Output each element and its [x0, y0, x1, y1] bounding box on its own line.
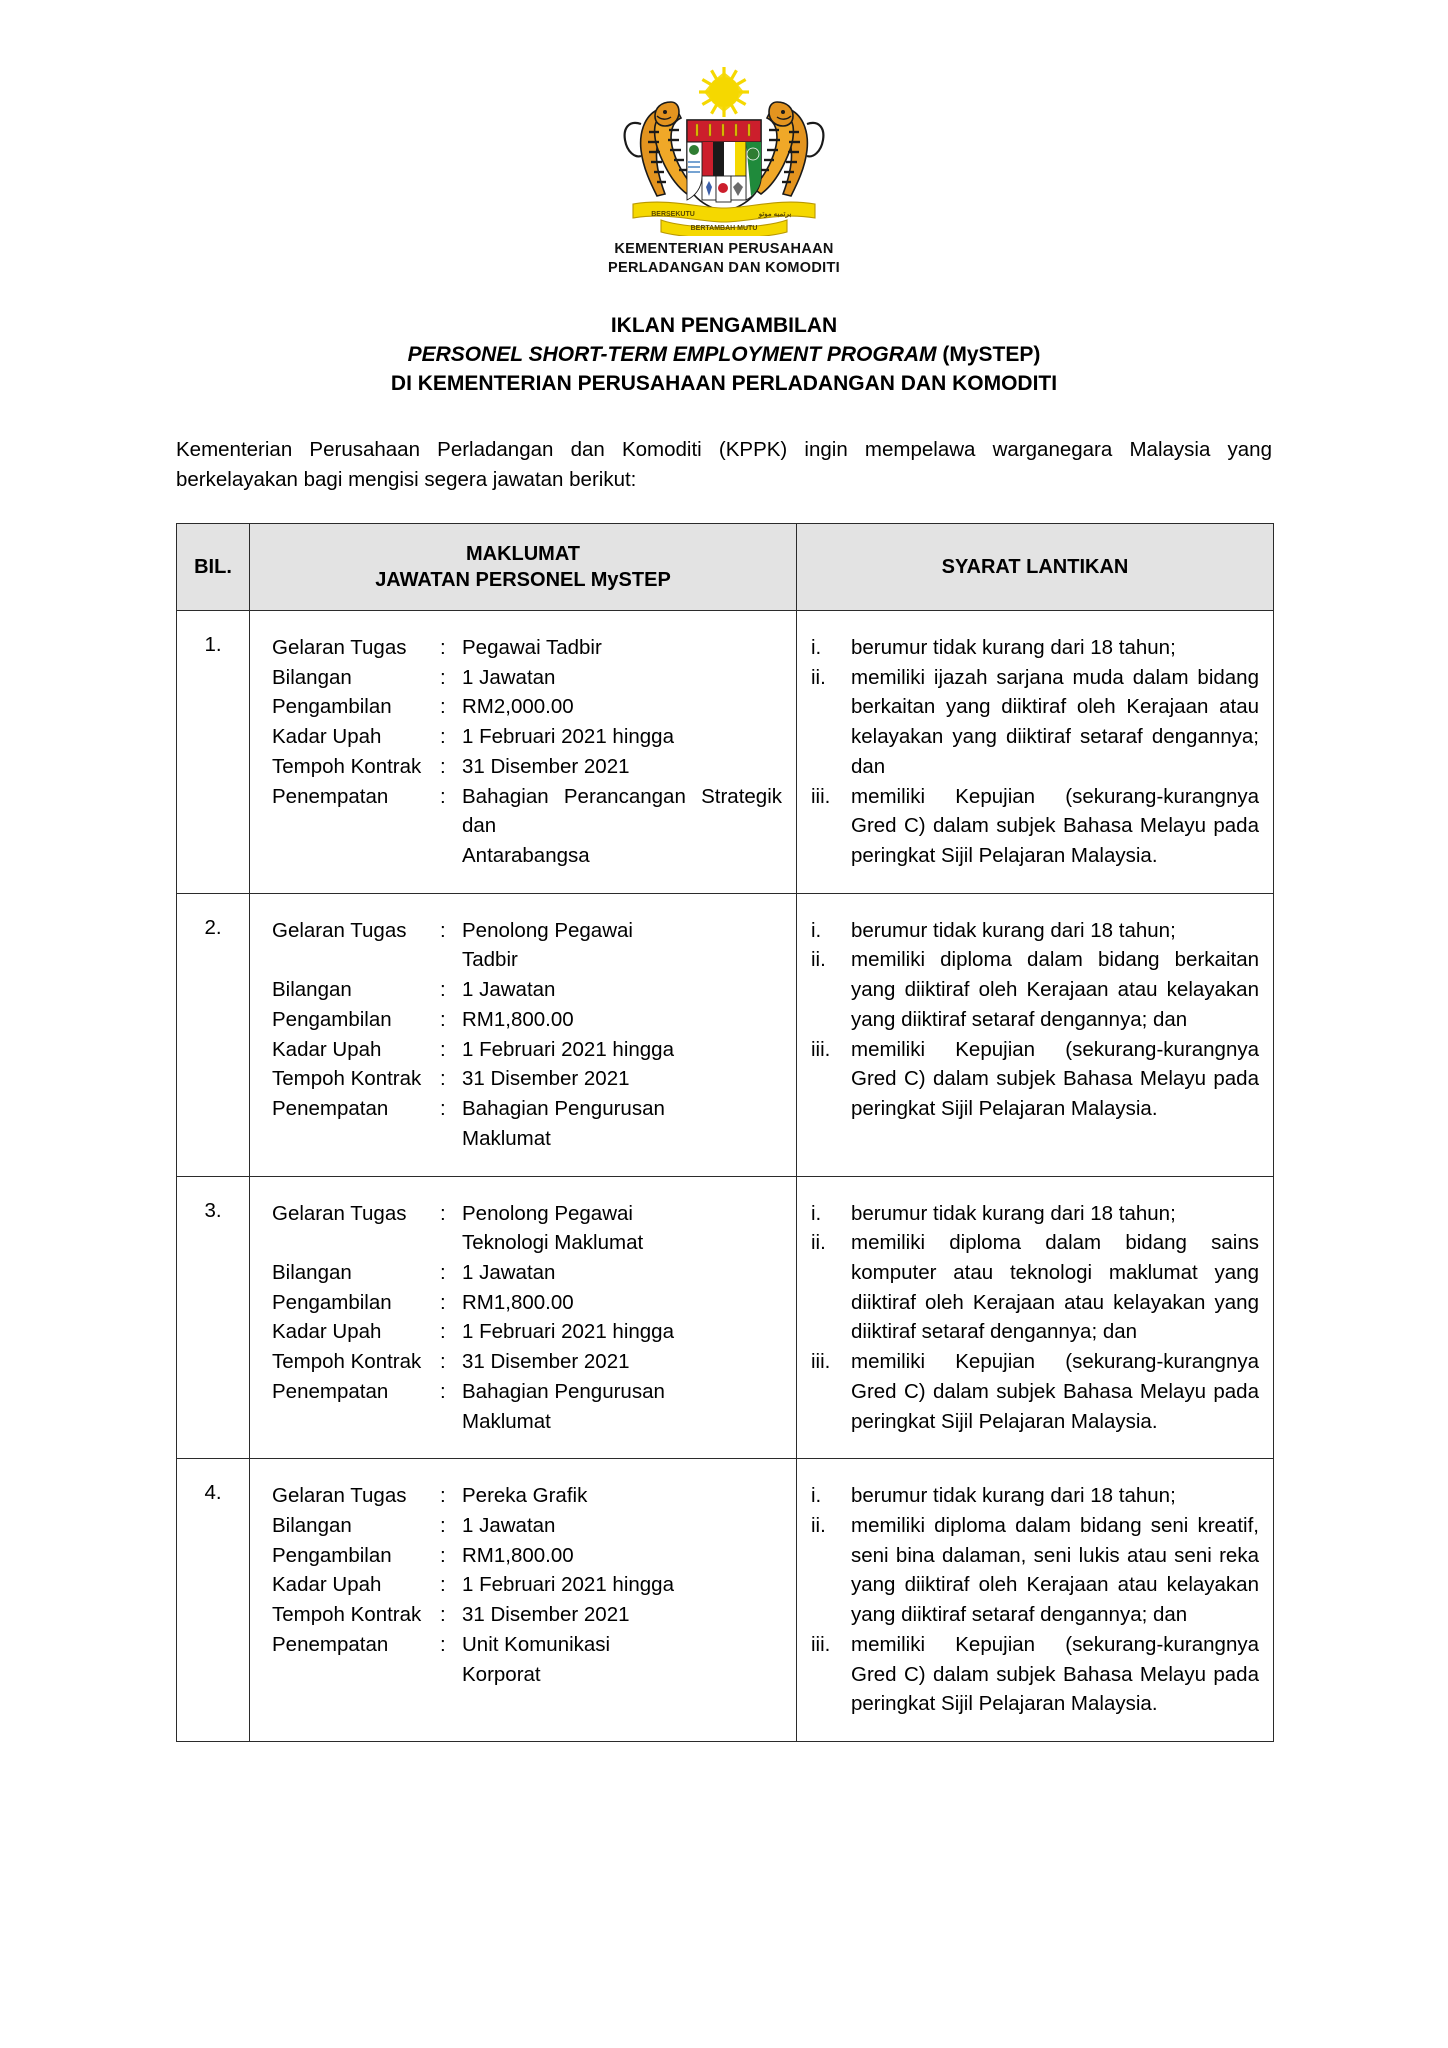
motto-right-jawi-text: برتمبه موتو — [758, 211, 792, 218]
colon: : — [440, 695, 446, 719]
colon: : — [440, 1603, 446, 1627]
motto-bottom-text: BERTAMBAH MUTU — [690, 225, 758, 232]
value-tempoh-kontrak: 31 Disember 2021 — [462, 1350, 630, 1374]
value-penempatan-cont: Korporat — [462, 1662, 541, 1686]
colon: : — [440, 1379, 446, 1403]
label-gelaran-tugas: Gelaran Tugas — [272, 1484, 407, 1508]
value-gelaran-tugas-cont: Tadbir — [462, 948, 518, 972]
colon: : — [440, 1484, 446, 1508]
job-info-cell — [250, 1176, 797, 1459]
requirement-number: ii. — [811, 665, 826, 689]
table-row — [177, 1176, 1274, 1459]
jobs-table — [176, 523, 1274, 1742]
column-header-syarat: SYARAT LANTIKAN — [797, 524, 1274, 611]
value-pengambilan: RM1,800.00 — [462, 1007, 574, 1031]
label-tempoh-kontrak: Tempoh Kontrak — [272, 1067, 422, 1091]
label-bilangan: Bilangan — [272, 1260, 352, 1284]
table-row — [177, 893, 1274, 1176]
colon: : — [440, 1067, 446, 1091]
colon: : — [440, 918, 446, 942]
requirement-number: i. — [811, 1484, 822, 1508]
tiger-right-icon — [753, 102, 823, 196]
jobs-table-wrapper — [176, 523, 1272, 1742]
table-row — [177, 611, 1274, 894]
value-penempatan: Bahagian Pengurusan — [462, 1379, 665, 1403]
requirement-text: berumur tidak kurang dari 18 tahun; — [851, 636, 1176, 659]
requirements-cell — [797, 611, 1274, 894]
value-pengambilan: RM2,000.00 — [462, 695, 574, 719]
malaysia-coat-of-arms-icon — [599, 58, 849, 236]
job-info-cell — [250, 611, 797, 894]
colon: : — [440, 1260, 446, 1284]
row-number: 4. — [177, 1459, 250, 1742]
colon: : — [440, 784, 446, 808]
requirement-number: i. — [811, 918, 822, 942]
label-pengambilan: Pengambilan — [272, 1290, 392, 1314]
requirements-cell — [797, 1176, 1274, 1459]
colon: : — [440, 1097, 446, 1121]
colon: : — [440, 1543, 446, 1567]
requirement-number: i. — [811, 1201, 822, 1225]
requirement-text: berumur tidak kurang dari 18 tahun; — [851, 1484, 1176, 1508]
requirements-cell — [797, 893, 1274, 1176]
label-bilangan: Bilangan — [272, 665, 352, 689]
value-bilangan: 1 Jawatan — [462, 978, 556, 1002]
jobs-table-body — [177, 611, 1274, 1742]
letterhead — [0, 0, 1448, 278]
colon: : — [440, 1290, 446, 1314]
ministry-name — [0, 240, 1448, 278]
label-penempatan: Penempatan — [272, 1379, 389, 1403]
ministry-name-line1: KEMENTERIAN PERUSAHAAN — [614, 241, 834, 257]
title-line-3: DI KEMENTERIAN PERUSAHAAN PERLADANGAN DAN KOMODITI — [390, 372, 1058, 396]
requirement-text: berumur tidak kurang dari 18 tahun; — [851, 1201, 1176, 1225]
page-title — [0, 312, 1448, 399]
value-gelaran-tugas: Pereka Grafik — [462, 1484, 588, 1508]
motto-left-text: BERSEKUTU — [651, 211, 695, 218]
requirement-text: memiliki Kepujian (sekurang-kurangnya Gred C) dalam subjek Bahasa Melayu pada peringkat Sijil Pelajaran Malaysia. — [851, 1037, 1259, 1121]
column-header-maklumat — [250, 524, 797, 611]
title-program-name: PERSONEL SHORT-TERM EMPLOYMENT PROGRAM — [407, 343, 937, 367]
requirements-cell — [797, 1459, 1274, 1742]
value-bilangan: 1 Jawatan — [462, 1260, 556, 1284]
value-tempoh-kontrak: 31 Disember 2021 — [462, 754, 630, 778]
column-header-bil: BIL. — [177, 524, 250, 611]
label-bilangan: Bilangan — [272, 978, 352, 1002]
job-info-cell — [250, 1459, 797, 1742]
value-pengambilan: RM1,800.00 — [462, 1290, 574, 1314]
label-kadar-upah: Kadar Upah — [272, 1573, 382, 1597]
label-pengambilan: Pengambilan — [272, 1007, 392, 1031]
row-number: 2. — [177, 893, 250, 1176]
table-row — [177, 1459, 1274, 1742]
label-penempatan: Penempatan — [272, 784, 389, 808]
value-kadar-upah: 1 Februari 2021 hingga — [462, 1573, 674, 1597]
label-pengambilan: Pengambilan — [272, 1543, 392, 1567]
colon: : — [440, 725, 446, 749]
title-program-abbrev: (MySTEP) — [936, 343, 1041, 367]
requirement-text: memiliki diploma dalam bidang sains komputer atau teknologi maklumat yang diiktiraf oleh Kerajaan atau kelayakan yang diiktiraf setaraf dengannya; dan — [851, 1231, 1259, 1344]
requirement-text: berumur tidak kurang dari 18 tahun; — [851, 918, 1176, 942]
label-gelaran-tugas: Gelaran Tugas — [272, 1201, 407, 1225]
value-gelaran-tugas-cont: Teknologi Maklumat — [462, 1231, 644, 1255]
value-penempatan-cont: Maklumat — [462, 1409, 551, 1433]
label-bilangan: Bilangan — [272, 1513, 352, 1537]
colon: : — [440, 978, 446, 1002]
job-info-cell — [250, 893, 797, 1176]
tiger-left-icon — [625, 102, 695, 196]
value-penempatan: Bahagian Pengurusan — [462, 1097, 665, 1121]
value-gelaran-tugas: Pegawai Tadbir — [462, 636, 602, 659]
label-penempatan: Penempatan — [272, 1097, 389, 1121]
colon: : — [440, 1201, 446, 1225]
row-number: 3. — [177, 1176, 250, 1459]
value-kadar-upah: 1 Februari 2021 hingga — [462, 725, 674, 749]
row-number: 1. — [177, 611, 250, 894]
value-bilangan: 1 Jawatan — [462, 665, 556, 689]
value-penempatan: Unit Komunikasi — [462, 1632, 611, 1656]
requirement-text: memiliki ijazah sarjana muda dalam bidang berkaitan yang diiktiraf oleh Kerajaan atau kelayakan yang diiktiraf setaraf dengannya; dan — [851, 665, 1259, 778]
column-header-maklumat-line1: MAKLUMAT — [465, 543, 581, 565]
colon: : — [440, 665, 446, 689]
shield-icon — [687, 120, 761, 212]
colon: : — [440, 1350, 446, 1374]
value-kadar-upah: 1 Februari 2021 hingga — [462, 1037, 674, 1061]
colon: : — [440, 1007, 446, 1031]
requirement-number: ii. — [811, 948, 826, 972]
value-kadar-upah: 1 Februari 2021 hingga — [462, 1320, 674, 1344]
requirement-number: iii. — [811, 1632, 831, 1656]
colon: : — [440, 1573, 446, 1597]
value-penempatan: Bahagian Perancangan Strategik dan — [462, 784, 782, 838]
colon: : — [440, 1632, 446, 1656]
value-pengambilan: RM1,800.00 — [462, 1543, 574, 1567]
requirement-number: i. — [811, 636, 822, 659]
label-tempoh-kontrak: Tempoh Kontrak — [272, 1350, 422, 1374]
label-tempoh-kontrak: Tempoh Kontrak — [272, 754, 422, 778]
label-gelaran-tugas: Gelaran Tugas — [272, 636, 407, 659]
label-tempoh-kontrak: Tempoh Kontrak — [272, 1603, 422, 1627]
ministry-name-line2: PERLADANGAN DAN KOMODITI — [608, 260, 840, 277]
intro-paragraph: Kementerian Perusahaan Perladangan dan Komoditi (KPPK) ingin mempelawa warganegara Malaysia yang berkelayakan bagi mengisi segera jawatan berikut: — [176, 438, 1272, 492]
column-header-maklumat-line2: JAWATAN PERSONEL MySTEP — [375, 569, 671, 591]
label-kadar-upah: Kadar Upah — [272, 725, 382, 749]
requirement-text: memiliki Kepujian (sekurang-kurangnya Gred C) dalam subjek Bahasa Melayu pada peringkat Sijil Pelajaran Malaysia. — [851, 1632, 1259, 1716]
title-line-2 — [0, 341, 1448, 370]
colon: : — [440, 1037, 446, 1061]
requirement-number: iii. — [811, 784, 831, 808]
colon: : — [440, 1320, 446, 1344]
label-gelaran-tugas: Gelaran Tugas — [272, 918, 407, 942]
value-bilangan: 1 Jawatan — [462, 1513, 556, 1537]
label-penempatan: Penempatan — [272, 1632, 389, 1656]
value-gelaran-tugas: Penolong Pegawai — [462, 918, 633, 942]
title-line-1: IKLAN PENGAMBILAN — [610, 314, 838, 338]
colon: : — [440, 1513, 446, 1537]
requirement-text: memiliki Kepujian (sekurang-kurangnya Gred C) dalam subjek Bahasa Melayu pada peringkat Sijil Pelajaran Malaysia. — [851, 784, 1259, 868]
value-tempoh-kontrak: 31 Disember 2021 — [462, 1067, 630, 1091]
label-kadar-upah: Kadar Upah — [272, 1037, 382, 1061]
requirement-number: iii. — [811, 1350, 831, 1374]
value-penempatan-cont: Maklumat — [462, 1126, 551, 1150]
label-pengambilan: Pengambilan — [272, 695, 392, 719]
requirement-number: ii. — [811, 1231, 826, 1255]
requirement-text: memiliki diploma dalam bidang seni kreatif, seni bina dalaman, seni lukis atau seni reka yang diiktiraf oleh Kerajaan atau kelayakan yang diiktiraf setaraf dengannya; dan — [851, 1513, 1259, 1627]
requirement-number: ii. — [811, 1513, 826, 1537]
colon: : — [440, 754, 446, 778]
label-kadar-upah: Kadar Upah — [272, 1320, 382, 1344]
value-gelaran-tugas: Penolong Pegawai — [462, 1201, 633, 1225]
table-header-row — [177, 524, 1274, 611]
requirement-text: memiliki Kepujian (sekurang-kurangnya Gred C) dalam subjek Bahasa Melayu pada peringkat Sijil Pelajaran Malaysia. — [851, 1350, 1259, 1433]
value-tempoh-kontrak: 31 Disember 2021 — [462, 1603, 630, 1627]
colon: : — [440, 636, 446, 659]
requirement-text: memiliki diploma dalam bidang berkaitan yang diiktiraf oleh Kerajaan atau kelayakan yang diiktiraf setaraf dengannya; dan — [851, 948, 1259, 1031]
value-penempatan-cont: Antarabangsa — [462, 844, 590, 868]
requirement-number: iii. — [811, 1037, 831, 1061]
